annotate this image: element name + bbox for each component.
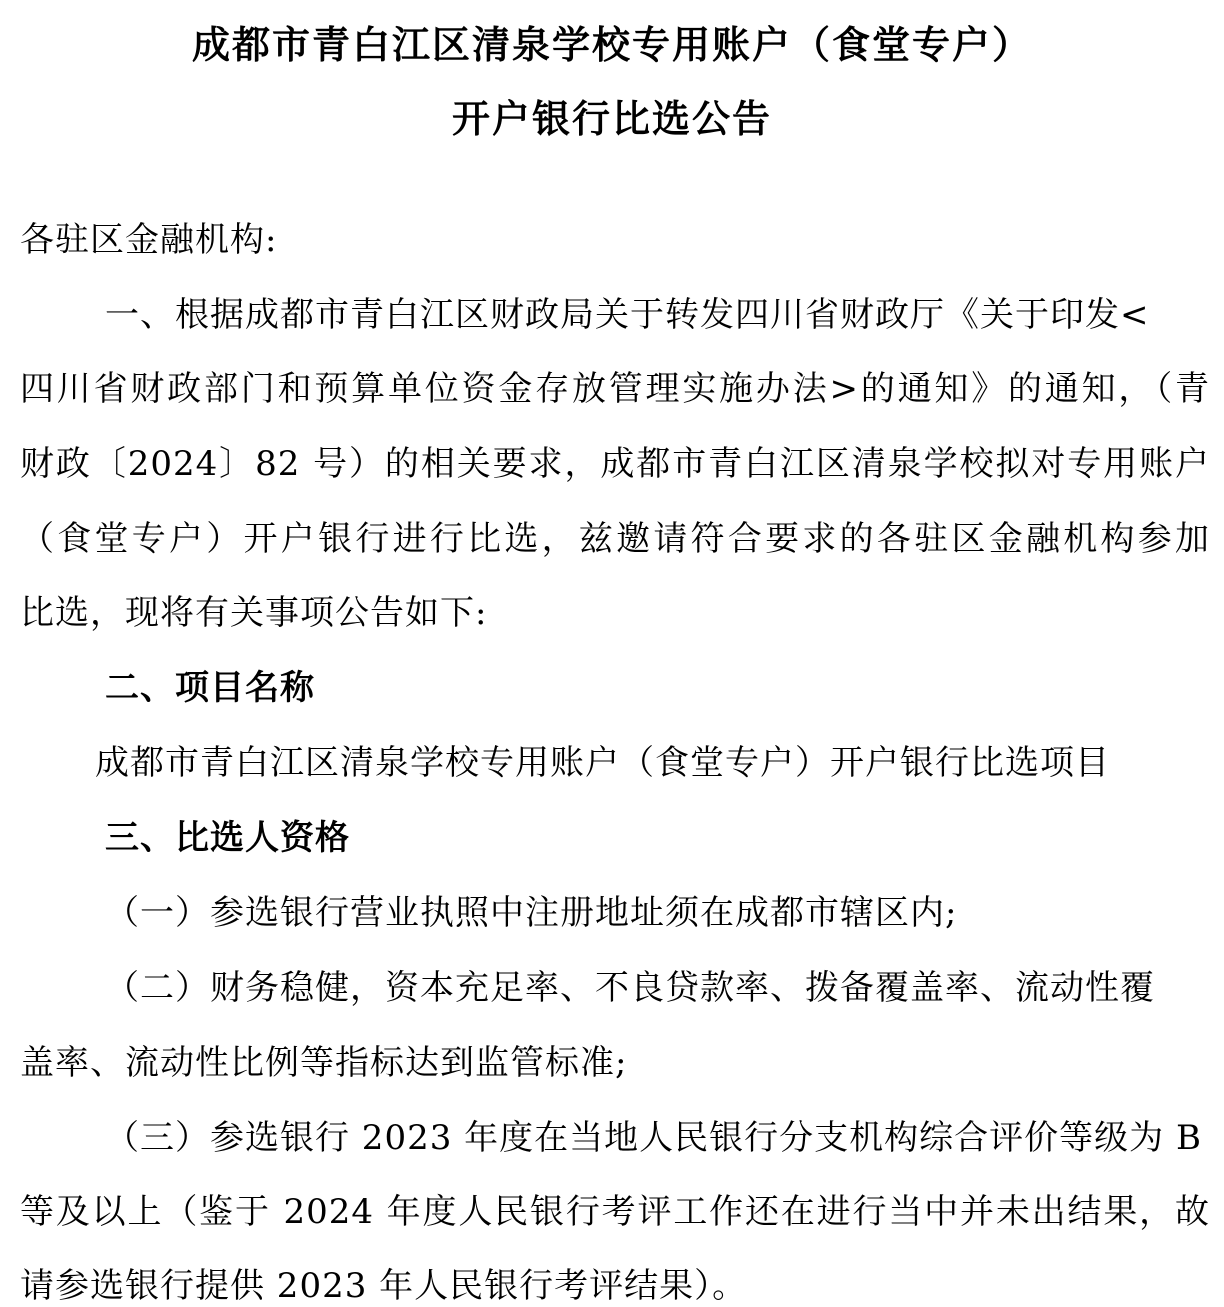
paragraph-1-line-5: 比选，现将有关事项公告如下: <box>20 593 488 633</box>
paragraph-1-line-1: 一、根据成都市青白江区财政局关于转发四川省财政厅《关于印发< <box>105 295 1150 335</box>
section-2-heading: 二、项目名称 <box>105 668 315 708</box>
paragraph-1-line-4: （食堂专户）开户银行进行比选，兹邀请符合要求的各驻区金融机构参加 <box>20 519 1210 559</box>
salutation: 各驻区金融机构: <box>20 220 278 260</box>
qualification-item-1: （一）参选银行营业执照中注册地址须在成都市辖区内; <box>105 893 958 933</box>
qualification-item-3-line-2: 等及以上（鉴于 2024 年度人民银行考评工作还在进行当中并未出结果，故 <box>20 1192 1210 1232</box>
qualification-item-2-line-1: （二）财务稳健，资本充足率、不良贷款率、拨备覆盖率、流动性覆 <box>105 968 1155 1008</box>
paragraph-1-line-2: 四川省财政部门和预算单位资金存放管理实施办法>的通知》的通知，（青 <box>20 369 1210 409</box>
paragraph-1-line-3: 财政〔2024〕82 号）的相关要求，成都市青白江区清泉学校拟对专用账户 <box>20 444 1210 484</box>
qualification-item-3-line-1: （三）参选银行 2023 年度在当地人民银行分支机构综合评价等级为 B <box>105 1118 1202 1158</box>
section-2-body: 成都市青白江区清泉学校专用账户（食堂专户）开户银行比选项目 <box>95 743 1110 783</box>
document-title-line-1: 成都市青白江区清泉学校专用账户（食堂专户） <box>191 23 1032 67</box>
qualification-item-3-line-3: 请参选银行提供 2023 年人民银行考评结果）。 <box>20 1266 748 1306</box>
section-3-heading: 三、比选人资格 <box>105 818 350 858</box>
qualification-item-2-line-2: 盖率、流动性比例等指标达到监管标准; <box>20 1043 628 1083</box>
document-title-line-2: 开户银行比选公告 <box>451 97 772 141</box>
